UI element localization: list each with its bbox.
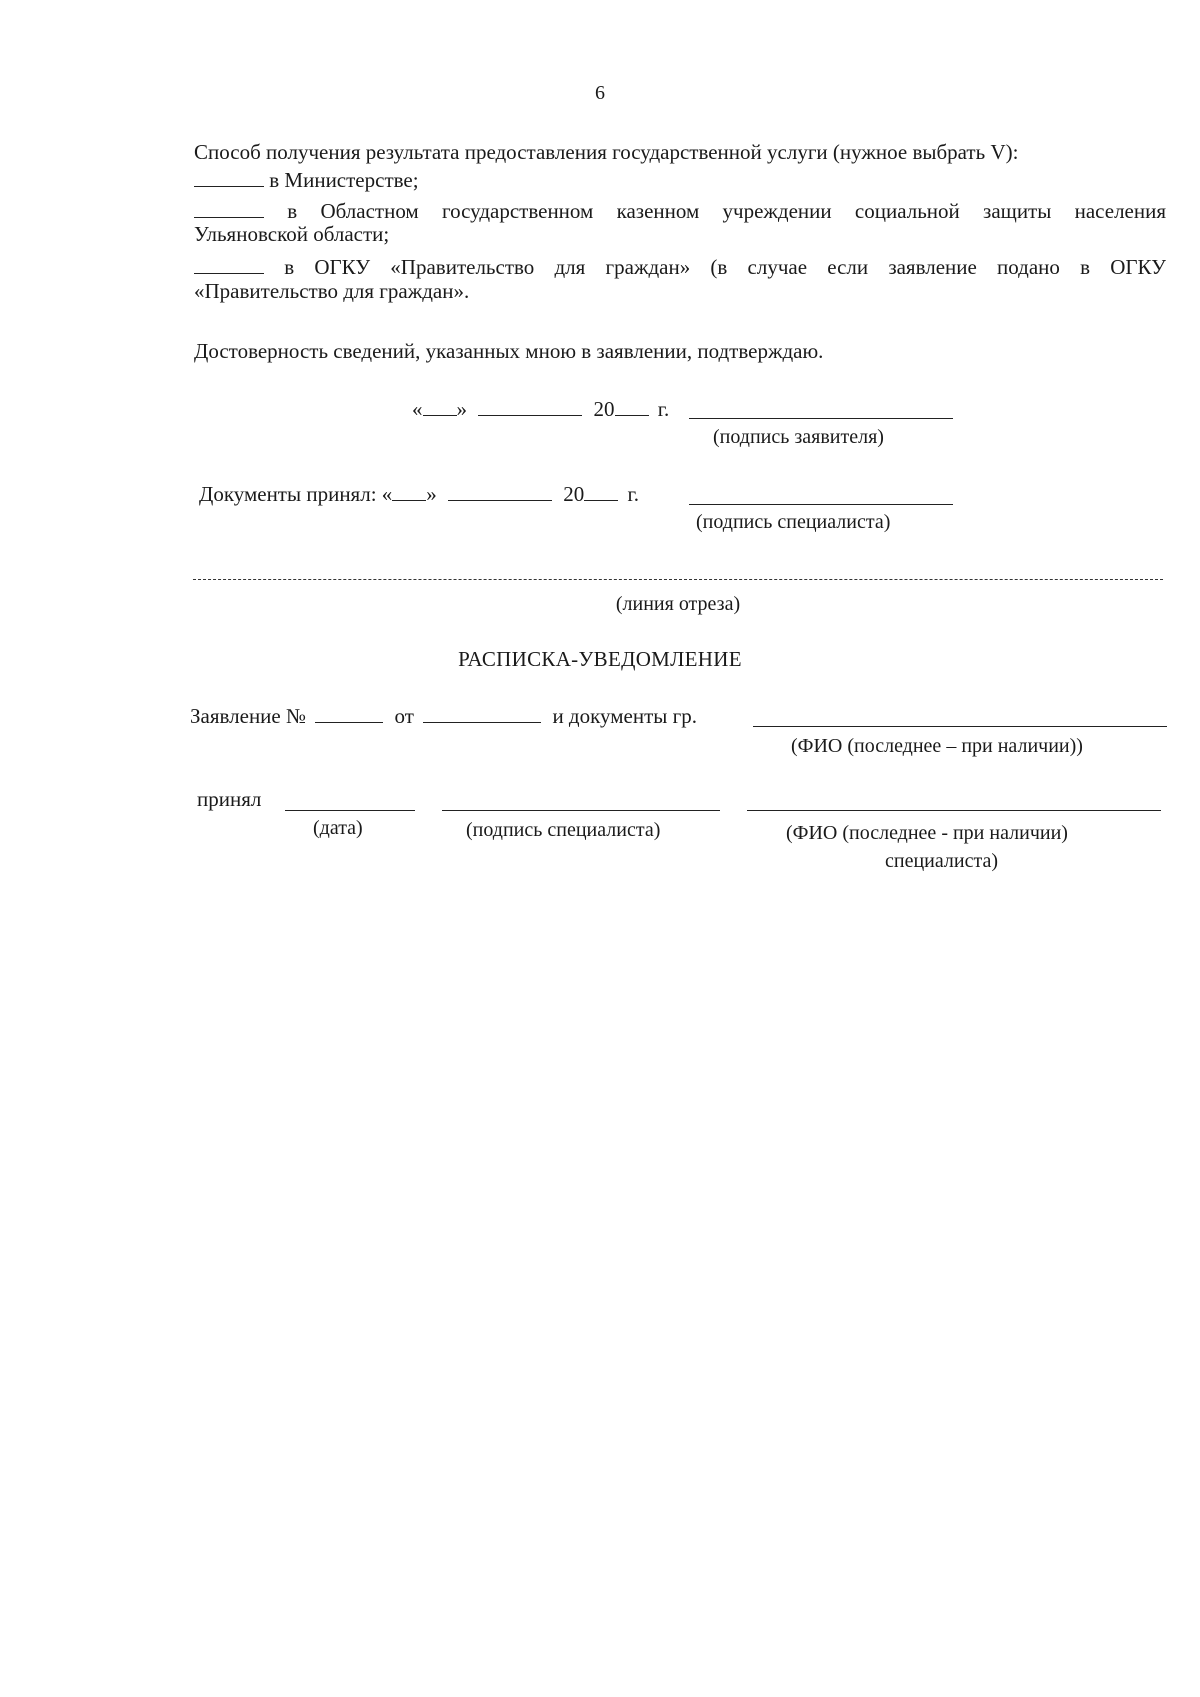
confirm-text: Достоверность сведений, указанных мною в заявлении, подтверждаю. bbox=[194, 339, 824, 363]
option-regional-label-line2: Ульяновской области; bbox=[194, 222, 390, 246]
accepted-month-field[interactable] bbox=[448, 480, 552, 501]
close-quote: » bbox=[426, 482, 437, 506]
accepted-year-field[interactable] bbox=[584, 480, 618, 501]
receipt-sign-caption: (подпись специалиста) bbox=[466, 819, 661, 841]
applicant-month-field[interactable] bbox=[478, 395, 582, 416]
citizen-fio-caption: (ФИО (последнее – при наличии)) bbox=[791, 735, 1083, 757]
accepted-label: принял bbox=[197, 787, 262, 811]
applicant-day-field[interactable] bbox=[423, 395, 457, 416]
option-ogku-label-line1: в ОГКУ «Правительство для граждан» (в случае если заявление подано в ОГКУ bbox=[284, 255, 1167, 279]
receipt-specialist-fio-caption-line2: специалиста) bbox=[885, 850, 998, 872]
receipt-date-caption: (дата) bbox=[313, 817, 363, 839]
docs-label: и документы гр. bbox=[552, 704, 697, 728]
specialist-signature-caption: (подпись специалиста) bbox=[696, 511, 891, 533]
cut-line bbox=[193, 579, 1163, 580]
accepted-row bbox=[199, 480, 639, 507]
close-quote: » bbox=[456, 397, 467, 421]
accepted-day-field[interactable] bbox=[392, 480, 426, 501]
option-ministry bbox=[194, 166, 1166, 193]
page-number: 6 bbox=[595, 82, 605, 104]
option-ministry-label: в Министерстве; bbox=[269, 168, 419, 192]
method-intro: Способ получения результата предоставления государственной услуги (нужное выбрать V): bbox=[194, 140, 1019, 164]
receipt-specialist-signature-field[interactable] bbox=[442, 810, 720, 811]
receipt-title: РАСПИСКА-УВЕДОМЛЕНИЕ bbox=[458, 647, 742, 671]
specialist-signature-field[interactable] bbox=[689, 504, 953, 505]
receipt-specialist-fio-field[interactable] bbox=[747, 810, 1161, 811]
option-regional-institution bbox=[194, 197, 1166, 224]
receipt-date-field[interactable] bbox=[285, 810, 415, 811]
receipt-statement-row bbox=[190, 702, 697, 729]
year-suffix: г. bbox=[627, 482, 640, 506]
statement-date-field[interactable] bbox=[423, 702, 541, 723]
year-prefix: 20 bbox=[593, 397, 615, 421]
accepted-label: Документы принял: « bbox=[199, 482, 393, 506]
year-suffix: г. bbox=[657, 397, 670, 421]
citizen-fio-field[interactable] bbox=[753, 726, 1167, 727]
option-ogku bbox=[194, 253, 1166, 280]
applicant-year-field[interactable] bbox=[615, 395, 649, 416]
option-regional-label-line1: в Областном государственном казенном учреждении социальной защиты населения bbox=[287, 199, 1167, 223]
applicant-signature-caption: (подпись заявителя) bbox=[713, 426, 884, 448]
option-ministry-checkbox-line[interactable] bbox=[194, 166, 264, 187]
cut-caption: (линия отреза) bbox=[615, 593, 741, 615]
from-label: от bbox=[394, 704, 414, 728]
statement-number-field[interactable] bbox=[315, 702, 383, 723]
applicant-signature-field[interactable] bbox=[689, 418, 953, 419]
year-prefix: 20 bbox=[563, 482, 585, 506]
receipt-specialist-fio-caption-line1: (ФИО (последнее - при наличии) bbox=[786, 822, 1068, 844]
option-ogku-checkbox-line[interactable] bbox=[194, 253, 264, 274]
statement-label: Заявление № bbox=[190, 704, 307, 728]
applicant-date-row bbox=[412, 395, 669, 422]
open-quote: « bbox=[412, 397, 423, 421]
option-ogku-label-line2: «Правительство для граждан». bbox=[194, 279, 470, 303]
option-regional-checkbox-line[interactable] bbox=[194, 197, 264, 218]
